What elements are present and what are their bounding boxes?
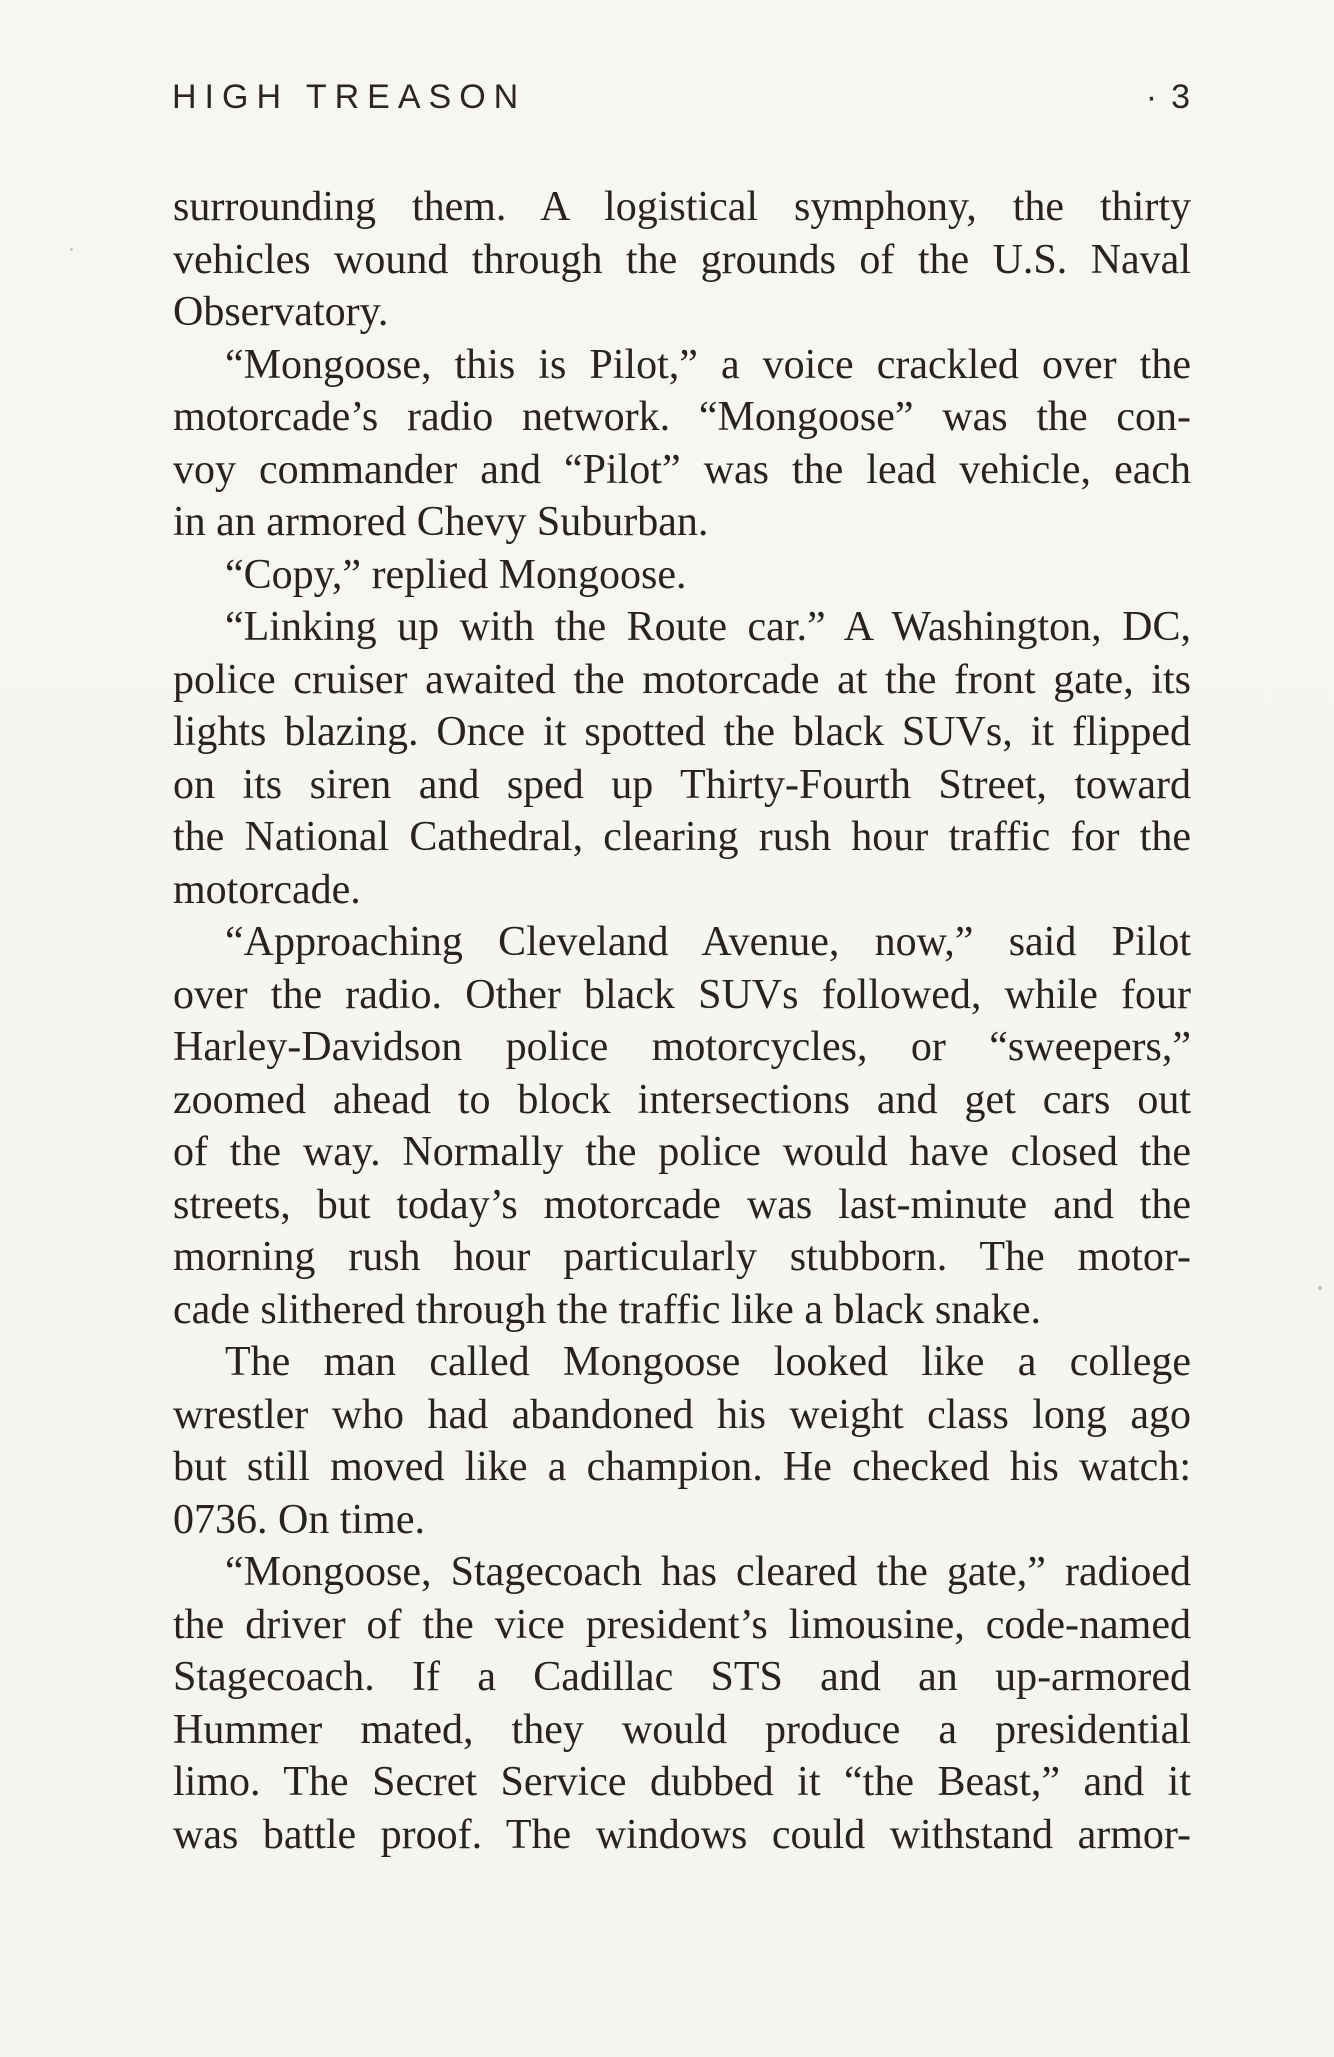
- text-line: police cruiser awaited the motorcade at the front gate, its: [173, 656, 1191, 703]
- paragraph: [173, 1546, 1191, 1861]
- paragraph: [173, 549, 1191, 602]
- text-line: Hummer mated, they would produce a presidential: [173, 1706, 1191, 1753]
- text-line: limo. The Secret Service dubbed it “the Beast,” and it: [173, 1759, 1191, 1805]
- folio-bullet: ·: [1145, 78, 1158, 116]
- paper-speck: [1318, 1286, 1322, 1290]
- paragraph: [173, 601, 1191, 916]
- paragraph: [173, 916, 1191, 1336]
- text-line: the driver of the vice president’s limousine, code-named: [173, 1601, 1191, 1648]
- text-line: motorcade’s radio network. “Mongoose” was the con-: [173, 394, 1191, 440]
- text-line: in an armored Chevy Suburban.: [173, 499, 709, 545]
- text-line: over the radio. Other black SUVs followed, while four: [173, 971, 1191, 1018]
- text-line: the National Cathedral, clearing rush hour traffic for the: [173, 814, 1191, 860]
- text-line: but still moved like a champion. He checked his watch:: [173, 1444, 1191, 1490]
- paper-speck: [70, 248, 73, 251]
- paragraph: [173, 1336, 1191, 1546]
- text-line: was battle proof. The windows could withstand armor-: [173, 1811, 1191, 1858]
- text-line: “Mongoose, Stagecoach has cleared the gate,” radioed: [225, 1549, 1191, 1595]
- body-text: [173, 181, 1191, 1861]
- paragraph: [173, 181, 1191, 339]
- text-line: “Approaching Cleveland Avenue, now,” said Pilot: [225, 919, 1191, 965]
- running-head: [172, 78, 1190, 126]
- page-number: [1146, 78, 1190, 117]
- running-head-title: HIGH TREASON: [172, 78, 527, 116]
- text-line: “Copy,” replied Mongoose.: [225, 551, 687, 598]
- text-line: of the way. Normally the police would have closed the: [173, 1129, 1191, 1175]
- text-line: surrounding them. A logistical symphony, the thirty: [173, 184, 1191, 230]
- text-line: The man called Mongoose looked like a college: [225, 1339, 1191, 1385]
- text-line: Stagecoach. If a Cadillac STS and an up-armored: [173, 1654, 1191, 1700]
- text-line: voy commander and “Pilot” was the lead vehicle, each: [173, 446, 1191, 493]
- paragraph: [173, 339, 1191, 549]
- text-line: motorcade.: [173, 866, 361, 913]
- text-line: morning rush hour particularly stubborn. The motor-: [173, 1234, 1191, 1280]
- text-line: Observatory.: [173, 289, 389, 335]
- text-line: 0736. On time.: [173, 1496, 425, 1543]
- text-line: Harley-Davidson police motorcycles, or “sweepers,”: [173, 1024, 1191, 1070]
- text-line: vehicles wound through the grounds of the U.S. Naval: [173, 236, 1191, 283]
- page-number-value: 3: [1171, 78, 1190, 116]
- text-line: cade slithered through the traffic like a black snake.: [173, 1286, 1042, 1333]
- text-line: zoomed ahead to block intersections and get cars out: [173, 1076, 1191, 1123]
- text-line: “Linking up with the Route car.” A Washington, DC,: [225, 604, 1191, 650]
- text-line: streets, but today’s motorcade was last-minute and the: [173, 1181, 1191, 1228]
- text-line: wrestler who had abandoned his weight class long ago: [173, 1391, 1191, 1438]
- text-line: “Mongoose, this is Pilot,” a voice crackled over the: [225, 341, 1191, 388]
- text-line: lights blazing. Once it spotted the black SUVs, it flipped: [173, 709, 1191, 755]
- text-line: on its siren and sped up Thirty-Fourth Street, toward: [173, 761, 1191, 808]
